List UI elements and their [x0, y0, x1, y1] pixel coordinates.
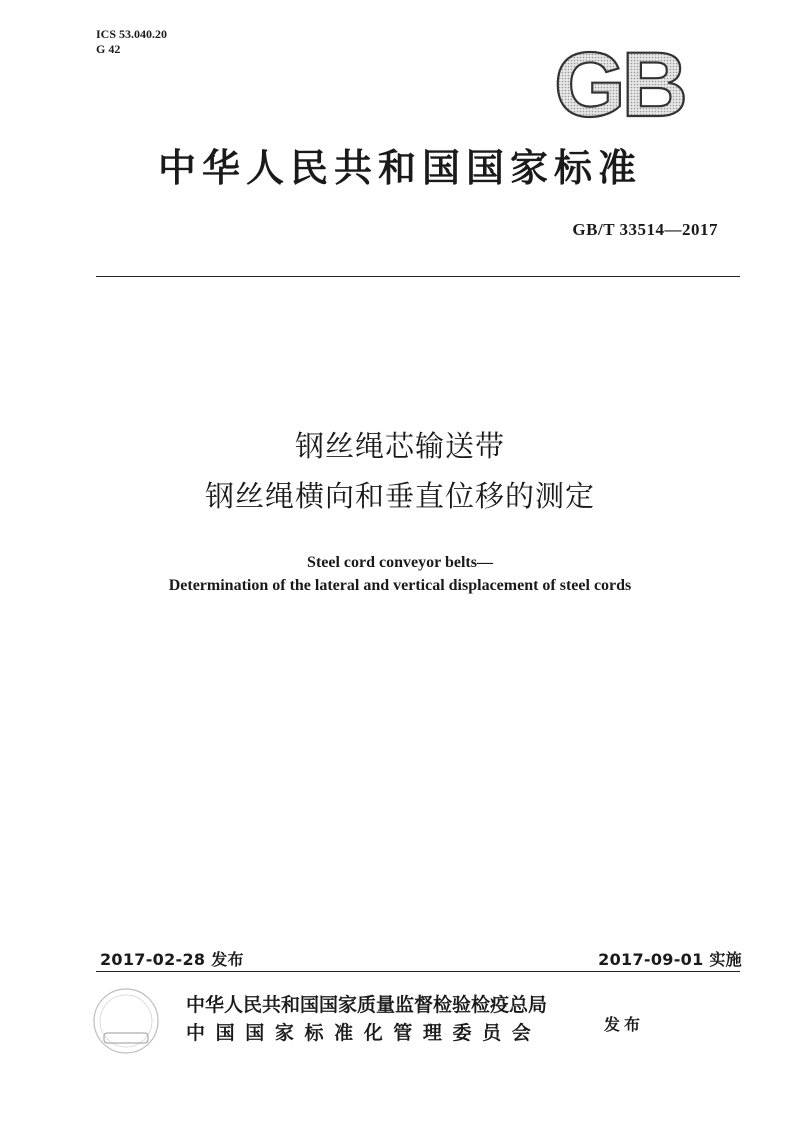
- header-rule: [96, 276, 740, 277]
- issue-date: 2017-02-28 发布: [100, 950, 244, 969]
- chinese-title-line2: 钢丝绳横向和垂直位移的测定: [204, 479, 595, 513]
- issuer-line1: 中华人民共和国国家质量监督检验检疫总局: [186, 994, 548, 1016]
- classification-codes: [96, 27, 167, 57]
- issuer-line2: 中 国 国 家 标 准 化 管 理 委 员 会: [186, 1022, 533, 1044]
- chinese-title-line1: 钢丝绳芯输送带: [294, 429, 505, 463]
- footer-rule: [96, 971, 740, 972]
- implementation-date: 2017-09-01 实施: [598, 950, 742, 969]
- english-title-line1: Steel cord conveyor belts—: [307, 554, 493, 571]
- anti-counterfeit-stamp: [90, 985, 162, 1057]
- gb-logo-text: GB: [554, 44, 684, 126]
- ccs-code: G 42: [96, 42, 121, 56]
- gb-logo: [540, 44, 698, 126]
- publish-label: 发布: [604, 1015, 645, 1034]
- english-title-line2: Determination of the lateral and vertical displacement of steel cords: [168, 577, 632, 594]
- standard-number: GB/T 33514—2017: [572, 220, 718, 239]
- standard-title: 中华人民共和国国家标准: [157, 146, 642, 190]
- ics-code: ICS 53.040.20: [96, 27, 168, 41]
